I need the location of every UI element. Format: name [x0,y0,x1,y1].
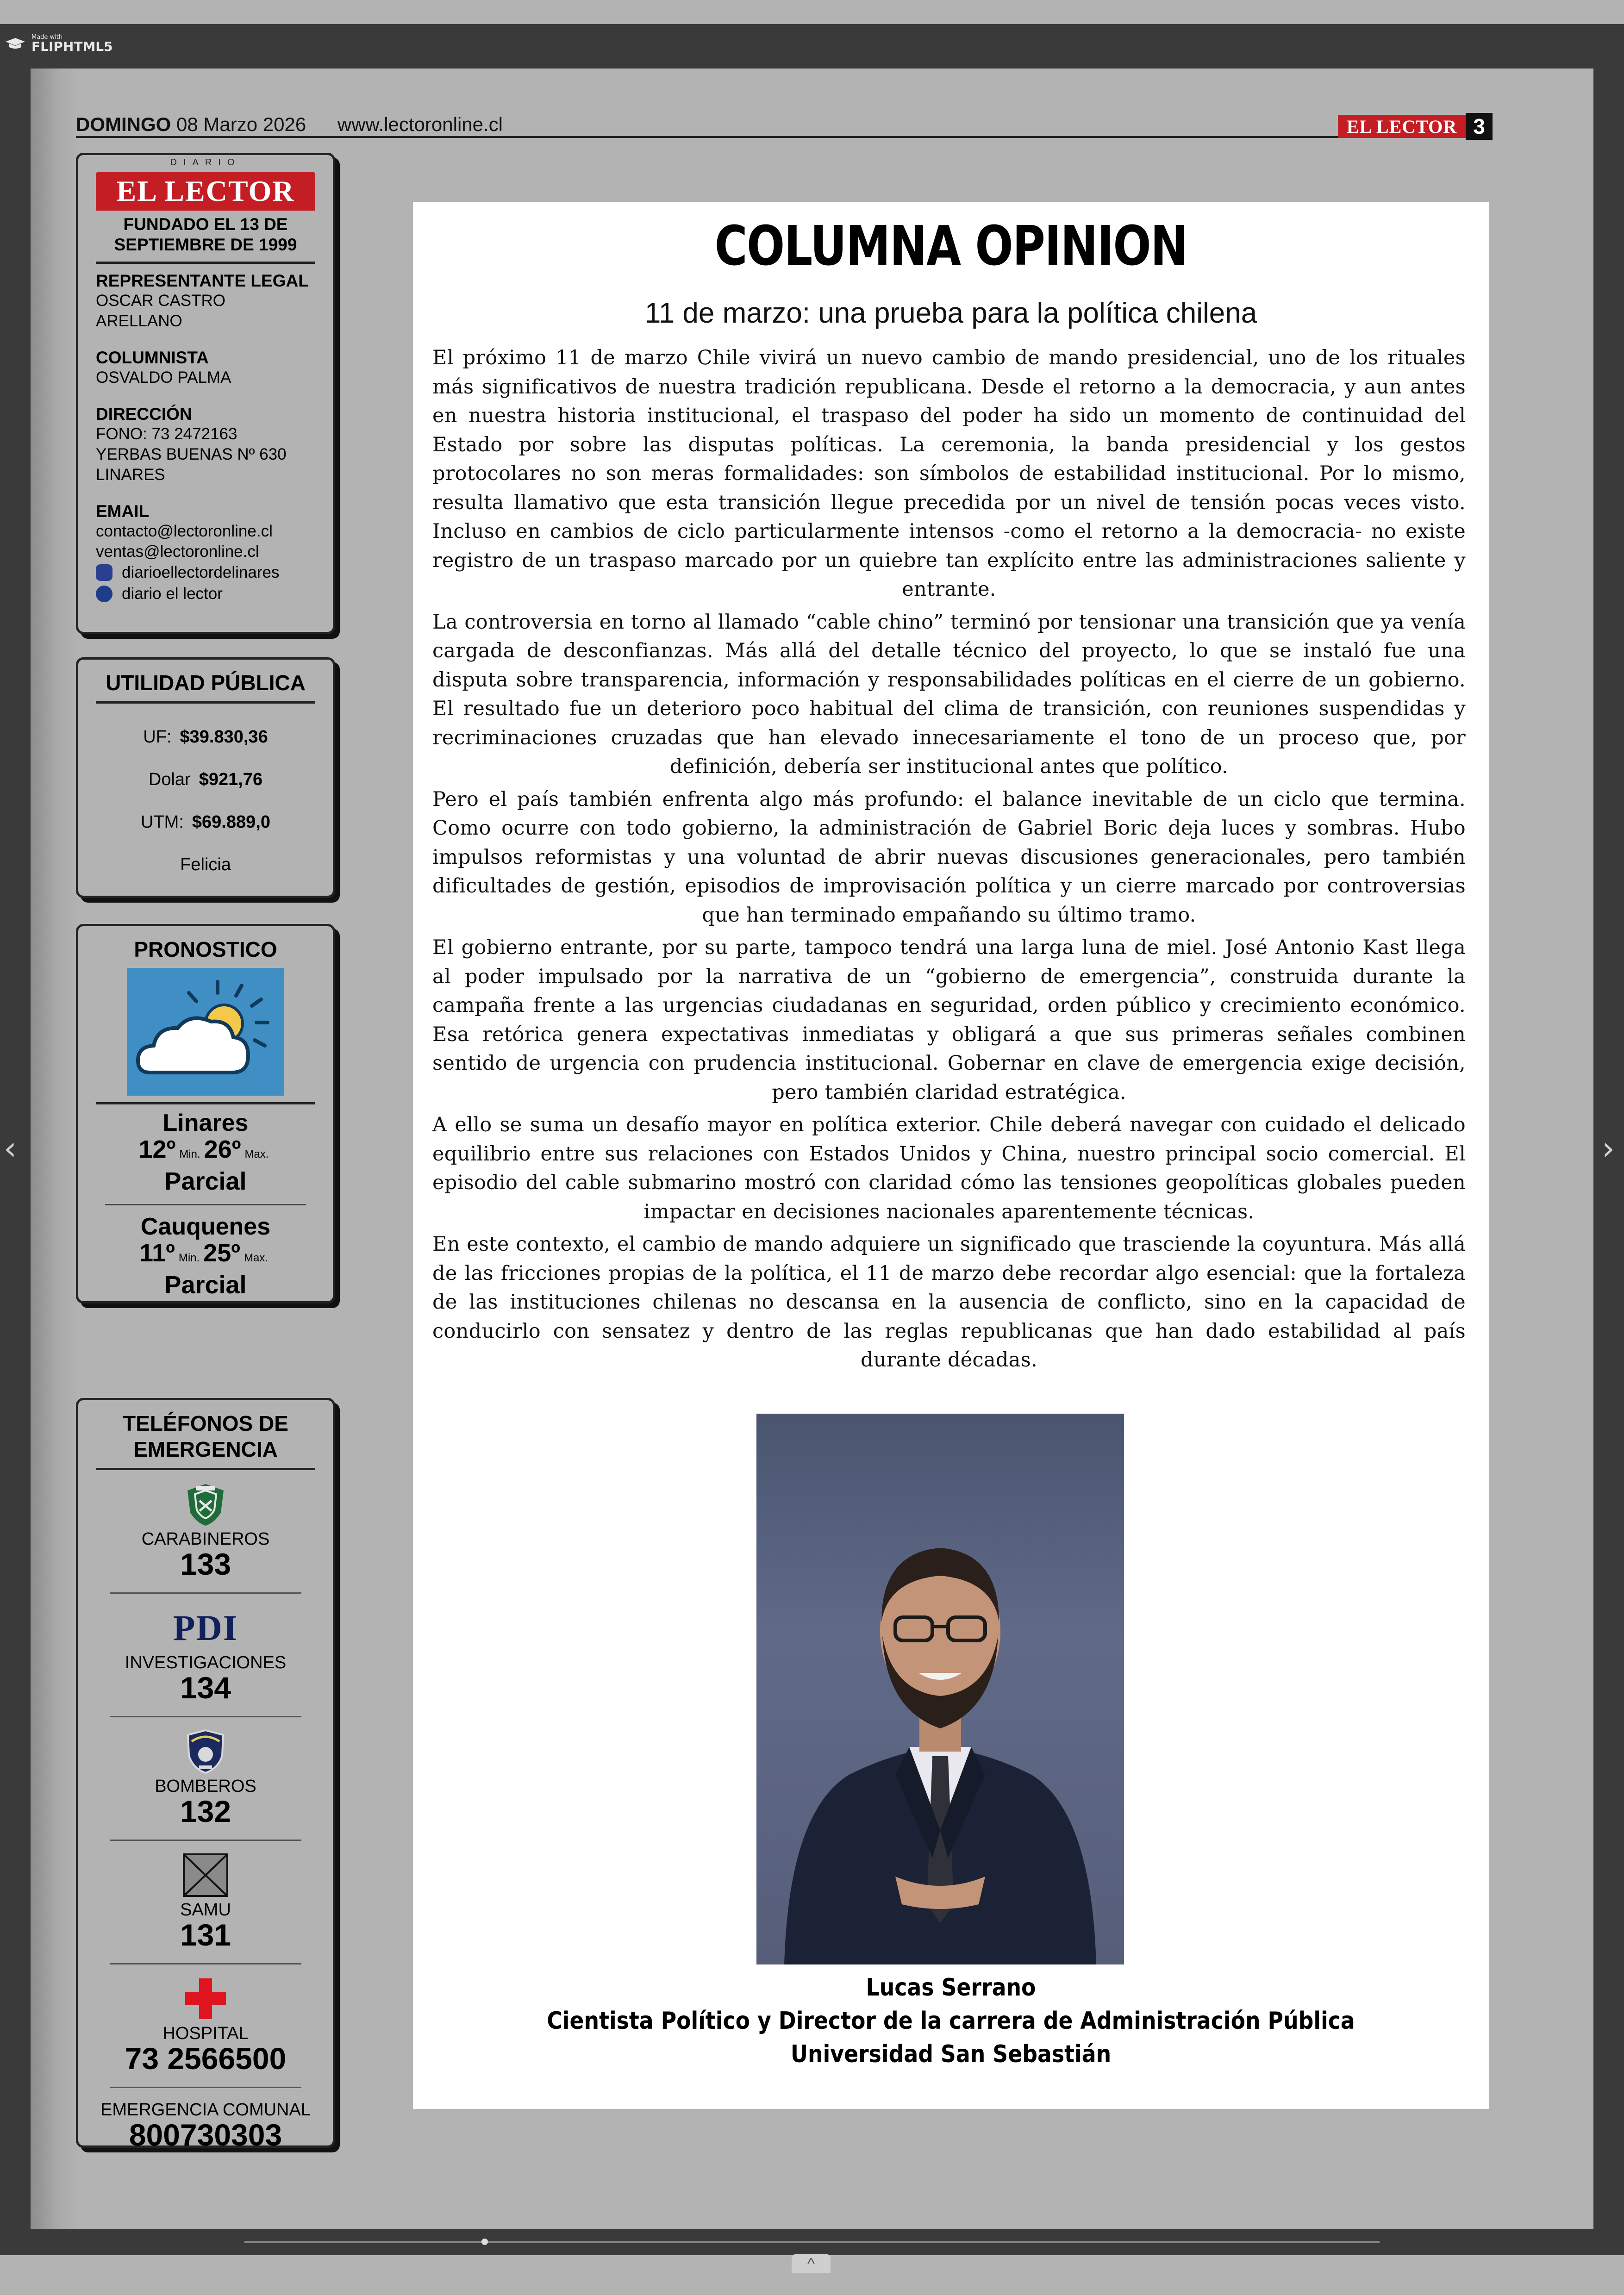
author-role: Cientista Político y Director de la carrera de Administración Pública [547,2007,1355,2035]
page-scrubber-track[interactable] [244,2241,1380,2243]
uf-label: UF: [143,727,172,747]
utm-value: $69.889,0 [192,812,270,832]
chevron-left-icon[interactable]: ‹ [4,1129,17,1167]
utilidad-publica-box [76,657,335,898]
cauquenes-temps [96,1240,315,1272]
carabineros-number: 133 [180,1547,231,1581]
pronostico-box [76,924,335,1303]
header-logo: EL LECTOR [1338,115,1466,138]
header-rule [76,136,1488,138]
address-phone: FONO: 73 2472163 [96,425,237,443]
author-photo [756,1414,1124,1964]
samu-number: 131 [180,1918,231,1952]
utm-row [96,813,315,831]
dolar-label: Dolar [148,770,191,789]
page-gutter-shadow [31,69,81,2229]
cauquenes-min-label: Min. [178,1252,200,1264]
linares-max-label: Max. [244,1148,269,1160]
samu-label: SAMU [180,1900,231,1920]
cauquenes-min: 11º [139,1239,175,1267]
masthead-logo-text: EL LECTOR [116,175,295,207]
article-paragraph: A ello se suma un desafío mayor en política exterior. Chile deberá navegar con cuidado el delicado equilibrio entre sus relaciones con Estados Unidos y China, nuestro principal socio comercial. El episodio del cable submarino mostró con claridad cómo las tensiones geopolíticas globales pueden impactar en decisiones nacionales aparentemente técnicas. [432,1113,1466,1223]
facebook-handle: diario el lector [122,585,223,603]
page-number: 3 [1466,113,1493,140]
legal-rep-label: REPRESENTANTE LEGAL [96,271,309,290]
article-paragraph: La controversia en torno al llamado “cable chino” terminó por tensionar una transición que ya venía cargada de desconfianzas. Más allá del detalle técnico del proyecto, lo que se instaló fue una disputa sobre transparencia, información y responsabilidades políticas en el cierre de un gobierno. El resultado fue un deterioro poco habitual del clima de transición, con reuniones suspendidas y recriminaciones cruzadas que han elevado innecesariamente el tono de un proceso que, por definición, debería ser institucional antes que político. [432,610,1466,778]
article-paragraph: En este contexto, el cambio de mando adquiere un significado que trasciende la coyuntura. Más allá de las fricciones propias de la política, el 11 de marzo debe recordar algo esencial: que la fortaleza de las instituciones chilenas no descansa en la ausencia de conflicto, sino en la capacidad de conducirlo con sensatez y dentro de las reglas republicanas que han dado estabilidad al país durante décadas. [432,1233,1466,1372]
founded-note: FUNDADO EL 13 DE SEPTIEMBRE DE 1999 [96,214,315,264]
emergencia-comunal-number: 800730303 [129,2118,282,2152]
cauquenes-max: 25º [203,1239,240,1267]
linares-min-label: Min. [179,1148,200,1160]
emergencia-box [76,1398,335,2152]
masthead-diario: DIARIO [170,157,241,168]
investigaciones-number: 134 [180,1671,231,1705]
section-headline: COLUMNA OPINION [714,214,1187,278]
author-organization: Universidad San Sebastián [790,2040,1112,2068]
article-title: 11 de marzo: una prueba para la política chilena [644,297,1257,329]
page-scrubber-handle[interactable] [481,2239,488,2245]
city-divider [105,1204,306,1205]
linares-temps [96,1136,315,1168]
columnist-label: COLUMNISTA [96,348,209,367]
address-city: LINARES [96,466,165,484]
author-credit [477,1971,1424,2071]
instagram-icon [96,564,112,581]
masthead-logo [96,157,315,211]
dateline-url: www.lectoronline.cl [337,113,503,135]
uf-value: $39.830,36 [180,727,268,747]
emergency-divider [110,1963,301,1964]
address-street: YERBAS BUENAS Nº 630 [96,445,287,463]
article-body [432,343,1466,1378]
dolar-value: $921,76 [199,770,263,789]
fliphtml5-brand[interactable] [5,34,113,53]
author-name: Lucas Serrano [866,1974,1036,2002]
facebook-icon [96,586,112,602]
emergency-divider [110,1716,301,1717]
brand-tagline: Made with [31,34,63,41]
instagram-handle: diarioellectordelinares [122,563,280,581]
cauquenes-condition: Parcial [164,1271,247,1299]
carabineros-label: CARABINEROS [141,1529,270,1549]
article-paragraph: Pero el país también enfrenta algo más profundo: el balance inevitable de un ciclo que termina. Como ocurre con todo gobierno, la administración de Gabriel Boric deja luces y sombras. Hubo impulsos reformistas y una voluntad de abrir nuevas discusiones generacionales, pero también dificultades de gestión, episodios de improvisación política y un cierre marcado por controversias que han terminado empañando su último tramo. [432,787,1466,927]
utm-label: UTM: [141,812,184,832]
masthead-box [76,153,335,634]
samu-placeholder-icon [96,1852,315,1898]
pdi-logo-text: PDI [173,1608,238,1648]
emergencia-comunal-label: EMERGENCIA COMUNAL [100,2100,311,2120]
linares-min: 12º [138,1135,176,1163]
facebook-row [96,583,315,605]
address-label: DIRECCIÓN [96,405,192,424]
hospital-label: HOSPITAL [162,2024,249,2043]
graduation-cap-icon [5,37,26,51]
columnist-value: OSVALDO PALMA [96,368,231,387]
linares-max: 26º [204,1135,241,1163]
emergency-divider [110,1840,301,1841]
brand-name: FLIPHTML5 [31,39,113,54]
carabineros-badge-icon [96,1481,315,1528]
email-contacto: contacto@lectoronline.cl [96,522,273,540]
chevron-up-icon[interactable]: ^ [792,2254,831,2273]
linares-condition: Parcial [164,1167,247,1195]
article-paragraph: El próximo 11 de marzo Chile vivirá un nuevo cambio de mando presidencial, uno de los rituales más significativos de nuestra tradición republicana. Desde el retorno a la democracia, y aun antes en nuestra historia institucional, el traspaso del poder ha sido un momento de continuidad del Estado por sobre las disputas políticas. La ceremonia, la banda presidencial y los gestos protocolares no son meras formalidades: son símbolos de estabilidad institucional. Por lo mismo, resulta llamativo que esta transición llegue precedida por un nivel de tensión pocas veces visto. Incluso en cambios de ciclo particularmente intensos -como el retorno a la democracia- no existe registro de un traspaso marcado por un quiebre tan explícito entre las administraciones saliente y entrante. [432,346,1466,601]
opinion-article [413,202,1489,2109]
partly-cloudy-icon [127,968,284,1096]
red-cross-icon [96,1976,315,2022]
santo-del-dia: Felicia [180,855,231,874]
email-ventas: ventas@lectoronline.cl [96,543,259,561]
dolar-row [96,770,315,789]
instagram-row [96,562,315,583]
dateline [76,113,503,136]
utilidad-title: UTILIDAD PÚBLICA [96,670,315,704]
dateline-day: DOMINGO [76,113,171,135]
bomberos-label: BOMBEROS [155,1777,256,1796]
uf-row [96,728,315,746]
emergency-divider [110,2087,301,2088]
city-linares: Linares [162,1110,249,1136]
dateline-date: 08 Marzo 2026 [176,113,306,135]
hospital-number: 73 2566500 [125,2041,287,2076]
bomberos-shield-icon [96,1728,315,1775]
legal-rep-value: OSCAR CASTRO ARELLANO [96,292,226,330]
emergencia-title: TELÉFONOS DE EMERGENCIA [96,1410,315,1470]
city-cauquenes: Cauquenes [140,1213,271,1240]
chevron-right-icon[interactable]: › [1602,1129,1615,1167]
cauquenes-max-label: Max. [244,1252,268,1264]
email-label: EMAIL [96,502,150,521]
pdi-logo-icon [96,1605,315,1651]
pronostico-title: PRONOSTICO [134,937,277,961]
emergency-divider [110,1592,301,1594]
investigaciones-label: INVESTIGACIONES [125,1653,287,1672]
article-paragraph: El gobierno entrante, por su parte, tampoco tendrá una larga luna de miel. José Antonio Kast llega al poder impulsado por la narrativa de un “gobierno de emergencia”, construida durante la campaña frente a las urgencias ciudadanas en seguridad, orden público y crecimiento económico. Esa retórica genera expectativas inmediatas y obligará a que sus primeras señales combinen sentido de urgencia con prudencia institucional. Gobernar en clave de emergencia exige decisión, pero también claridad estratégica. [432,936,1466,1104]
bomberos-number: 132 [180,1794,231,1828]
pronostico-divider [96,1102,315,1104]
